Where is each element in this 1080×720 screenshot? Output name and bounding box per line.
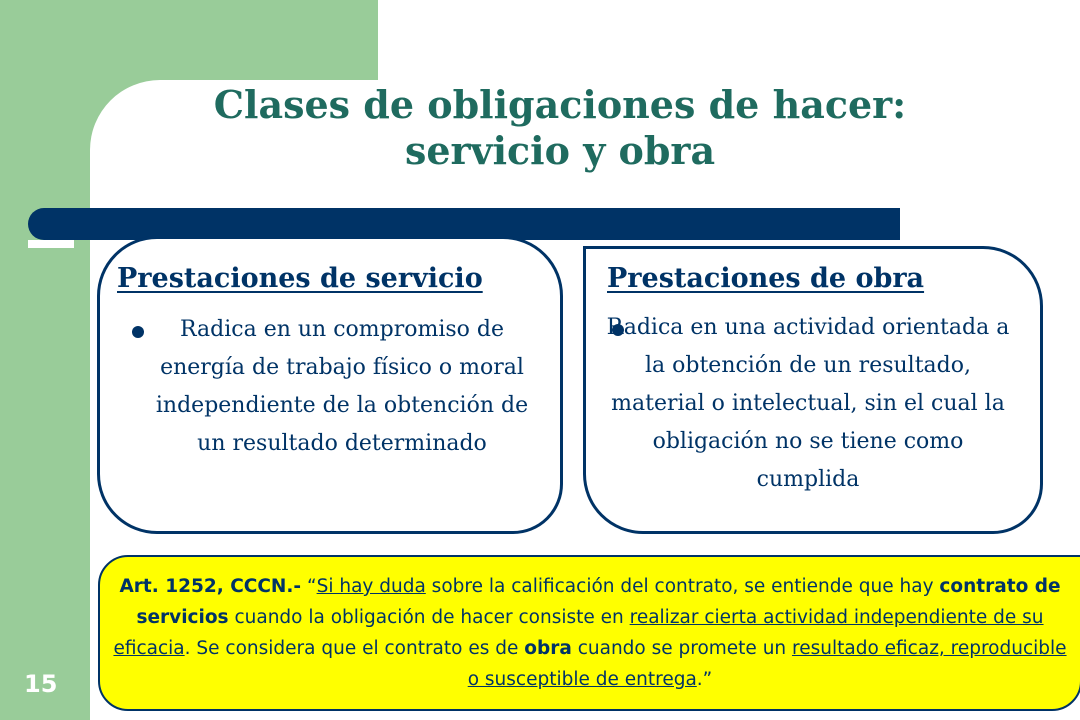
note-seg8: cuando se promete un [571,638,793,659]
legal-note [98,555,1080,711]
note-seg5: realizar cierta actividad independiente de su eficacia [113,607,1044,659]
note-quote-open: “ [301,576,317,597]
slide-title-line2: servicio y obra [404,128,716,173]
note-seg2: sobre la calificación del contrato, se entiende que hay [425,576,940,597]
page-number: 15 [24,670,58,698]
slide-title-line1: Clases de obligaciones de hacer: [213,82,907,127]
article-ref: Art. 1252, CCCN.- [119,576,302,597]
work-text: Radica en una actividad orientada a la obtención de un resultado, material o intelectual, sin el cual la obligación no se tiene como cumplida [606,315,1010,492]
note-seg10: .” [696,669,713,690]
bullet-icon [132,326,144,338]
note-seg1: Si hay duda [316,576,426,597]
service-box [97,236,563,534]
note-seg6: . Se considera que el contrato es de [184,638,525,659]
note-seg9: resultado eficaz, reproducible o susceptible de entrega [467,638,1067,690]
note-seg3: contrato de servicios [136,576,1061,628]
decor-bar-notch [28,240,74,248]
work-box [583,246,1043,534]
note-seg4: cuando la obligación de hacer consiste en [228,607,630,628]
note-seg7: obra [524,638,572,659]
service-text: Radica en un compromiso de energía de trabajo físico o moral independiente de la obtención de un resultado determinado [155,317,529,456]
slide-title [190,82,930,174]
service-heading: Prestaciones de servicio [117,263,483,294]
work-heading: Prestaciones de obra [607,263,925,294]
